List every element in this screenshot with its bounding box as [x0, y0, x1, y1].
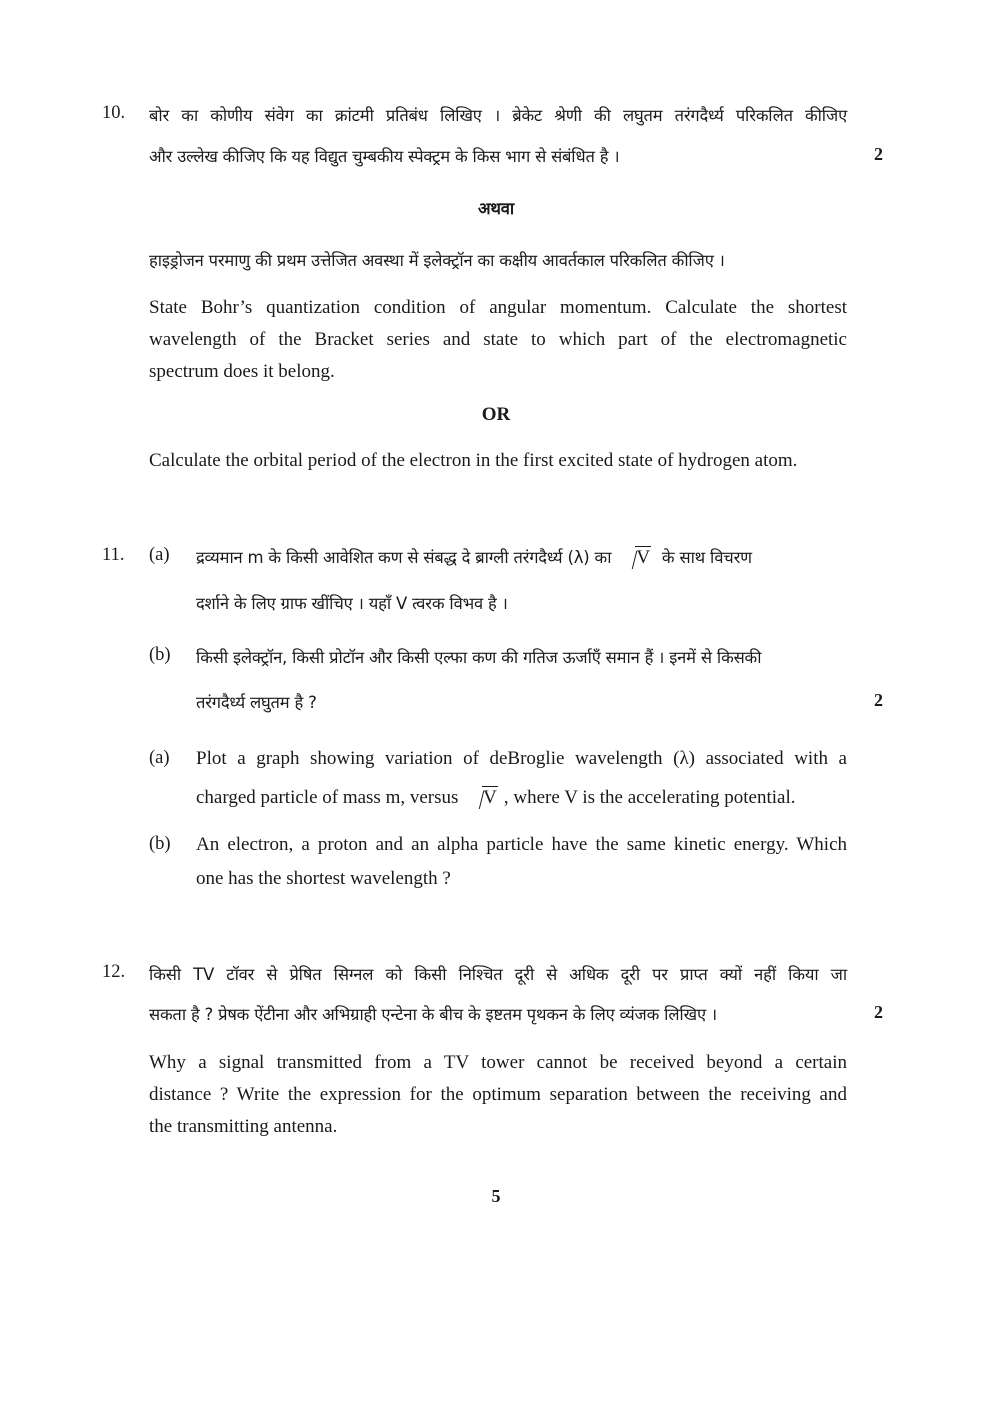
question-10-number: 10.: [102, 103, 126, 123]
question-12-marks: 2: [874, 1002, 883, 1022]
sqrt-v-radicand: V: [636, 547, 650, 568]
question-11-hindi-b-line-2: तरंगदैर्ध्य लघुतम है ?: [196, 693, 317, 712]
question-10-or-english-text: Calculate the orbital period of the electron in the first excited state of hydrogen atom.: [149, 450, 798, 471]
question-12-english-line-3: the transmitting antenna.: [149, 1116, 338, 1137]
question-12-hindi-line-2: सकता है ? प्रेषक ऐंटीना और अभिग्राही एन्टेना के बीच के इष्टतम पृथकन के लिए व्यंजक लिखिए ।: [149, 1005, 717, 1024]
sqrt-v-symbol-english: [469, 787, 498, 809]
question-10-marks: 2: [874, 144, 883, 164]
question-11-english-b-label: (b): [149, 834, 171, 854]
question-10-english-line-1: State Bohr’s quantization condition of angular momentum. Calculate the shortest: [149, 297, 847, 318]
question-10-or-hindi: अथवा: [478, 199, 514, 218]
page-number: 5: [491, 1186, 501, 1206]
question-10-hindi-line-1: बोर का कोणीय संवेग का क्रांटमी प्रतिबंध लिखिए । ब्रेकेट श्रेणी की लघुतम तरंगदैर्ध्य परिकलित कीजिए: [149, 106, 847, 125]
question-11-hindi-a-line-2: दर्शाने के लिए ग्राफ खींचिए । यहाँ V त्वरक विभव है ।: [196, 594, 508, 613]
question-11-english-a-line-2-pre: charged particle of mass m, versus: [196, 787, 459, 808]
sqrt-v-symbol: [622, 547, 651, 569]
question-12-english-line-1: Why a signal transmitted from a TV tower cannot be received beyond a certain: [149, 1052, 847, 1073]
question-10-english-line-3: spectrum does it belong.: [149, 361, 335, 382]
question-11-english-a-line-2: [196, 787, 795, 809]
question-11-english-a-line-2-post: , where V is the accelerating potential.: [503, 787, 796, 808]
question-11-hindi-a-label: (a): [149, 545, 170, 565]
question-12-number: 12.: [102, 962, 126, 982]
question-11-english-b-line-2: one has the shortest wavelength ?: [196, 868, 451, 889]
question-11-marks: 2: [874, 690, 883, 710]
question-11-hindi-a-line-1-post: के साथ विचरण: [661, 548, 752, 567]
question-10-hindi-line-2: और उल्लेख कीजिए कि यह विद्युत चुम्बकीय स्पेक्ट्रम के किस भाग से संबंधित है ।: [149, 147, 620, 166]
sqrt-v-radicand-english: V: [483, 787, 497, 808]
question-11-number: 11.: [102, 545, 125, 565]
question-12-english-line-2: distance ? Write the expression for the optimum separation between the receiving and: [149, 1084, 847, 1105]
question-11-english-a-line-1: Plot a graph showing variation of deBroglie wavelength (λ) associated with a: [196, 748, 847, 769]
question-12-hindi-line-1: किसी TV टॉवर से प्रेषित सिग्नल को किसी निश्चित दूरी से अधिक दूरी पर प्राप्त क्यों नहीं किया जा: [149, 965, 847, 984]
question-11-english-b-line-1: An electron, a proton and an alpha particle have the same kinetic energy. Which: [196, 834, 847, 855]
question-11-hindi-b-line-1: किसी इलेक्ट्रॉन, किसी प्रोटॉन और किसी एल्फा कण की गतिज ऊर्जाएँ समान हैं । इनमें से किसकी: [196, 648, 762, 667]
question-10-or-english: OR: [481, 404, 511, 425]
question-10-english-line-2: wavelength of the Bracket series and state to which part of the electromagnetic: [149, 329, 847, 350]
question-10-or-hindi-text: हाइड्रोजन परमाणु की प्रथम उत्तेजित अवस्था में इलेक्ट्रॉन का कक्षीय आवर्तकाल परिकलित कीजिए ।: [149, 251, 725, 270]
question-11-hindi-a-line-1: [196, 545, 752, 569]
question-11-hindi-b-label: (b): [149, 645, 171, 665]
question-11-hindi-a-line-1-pre: द्रव्यमान m के किसी आवेशित कण से संबद्ध दे ब्राग्ली तरंगदैर्ध्य (λ) का: [196, 548, 612, 567]
question-11-english-a-label: (a): [149, 748, 170, 768]
